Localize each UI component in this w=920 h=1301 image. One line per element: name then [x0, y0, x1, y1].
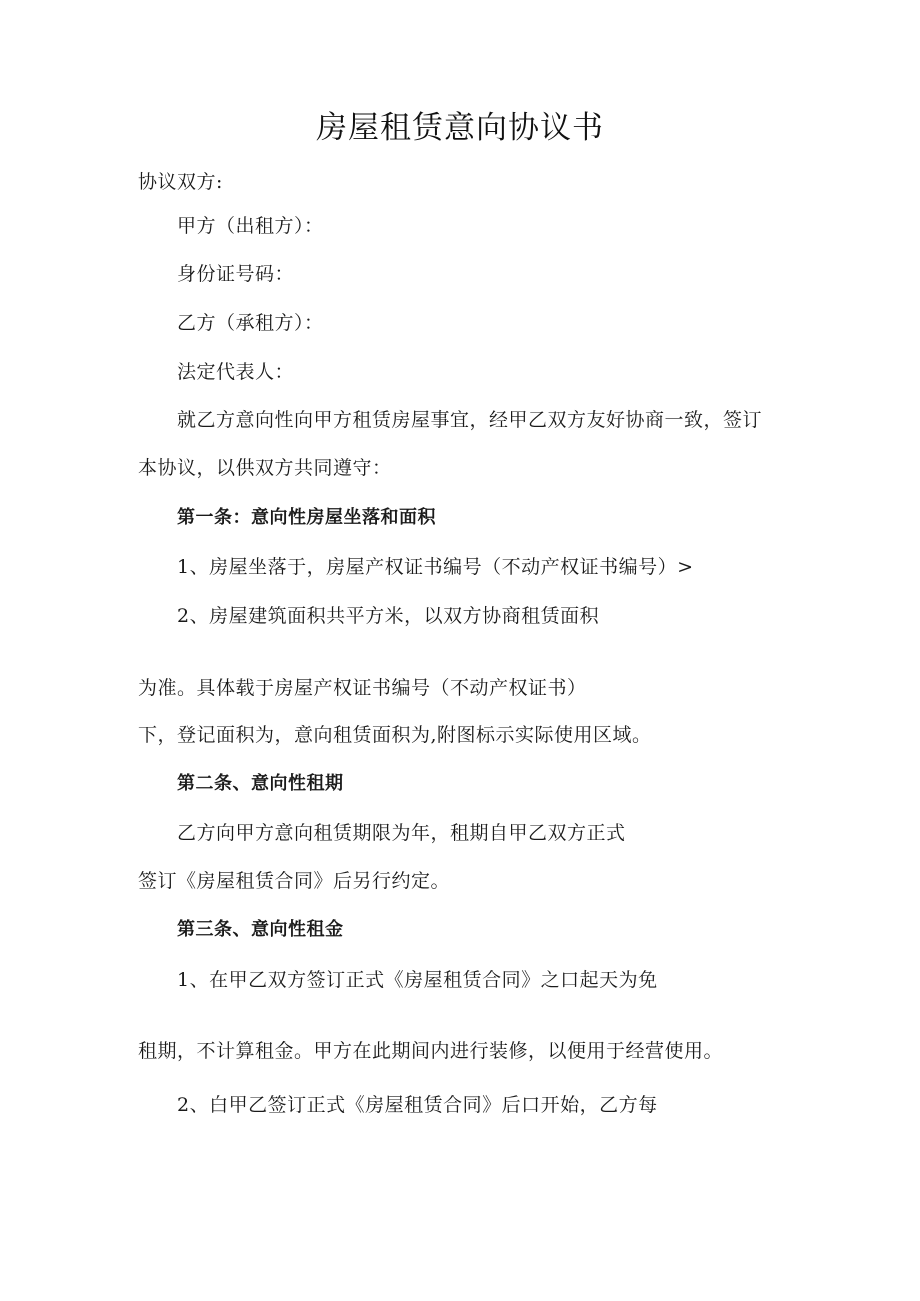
- article-3-item-2-line-1: 2、白甲乙签订正式《房屋租赁合同》后口开始，乙方每: [177, 1094, 658, 1116]
- article-2-heading: 第二条、意向性租期: [177, 773, 344, 794]
- article-1-item-2-line-3: 下，登记面积为，意向租赁面积为,附图标示实际使用区域。: [138, 724, 652, 746]
- article-3-heading: 第三条、意向性租金: [177, 919, 344, 940]
- party-a-field: 甲方（出租方）：: [177, 215, 324, 237]
- document-title: 房屋租赁意向协议书: [316, 110, 604, 146]
- article-1-heading: 第一条：意向性房屋坐落和面积: [177, 507, 436, 528]
- article-1-item-1: 1、房屋坐落于，房屋产权证书编号（不动产权证书编号）>: [177, 556, 694, 578]
- article-1-item-2-line-1: 2、房屋建筑面积共平方米，以双方协商租赁面积: [177, 605, 600, 627]
- article-2-line-1: 乙方向甲方意向租赁期限为年，租期自甲乙双方正式: [177, 822, 626, 844]
- article-2-line-2: 签订《房屋租赁合同》后另行约定。: [138, 870, 451, 892]
- article-3-item-1-line-1: 1、在甲乙双方签订正式《房屋租赁合同》之口起天为免: [177, 969, 658, 991]
- intro-paragraph-line-2: 本协议，以供双方共同遵守：: [138, 457, 392, 479]
- parties-label: 协议双方:: [138, 171, 223, 193]
- intro-paragraph-line-1: 就乙方意向性向甲方租赁房屋事宜，经甲乙双方友好协商一致，签订: [177, 409, 763, 431]
- article-3-item-1-line-2: 租期，不计算租金。甲方在此期间内进行装修，以便用于经营使用。: [138, 1040, 724, 1062]
- id-number-field: 身份证号码：: [177, 263, 295, 285]
- legal-rep-field: 法定代表人：: [177, 361, 295, 383]
- party-b-field: 乙方（承租方）：: [177, 312, 324, 334]
- article-1-item-2-line-2: 为准。具体载于房屋产权证书编号（不动产权证书）: [138, 677, 587, 699]
